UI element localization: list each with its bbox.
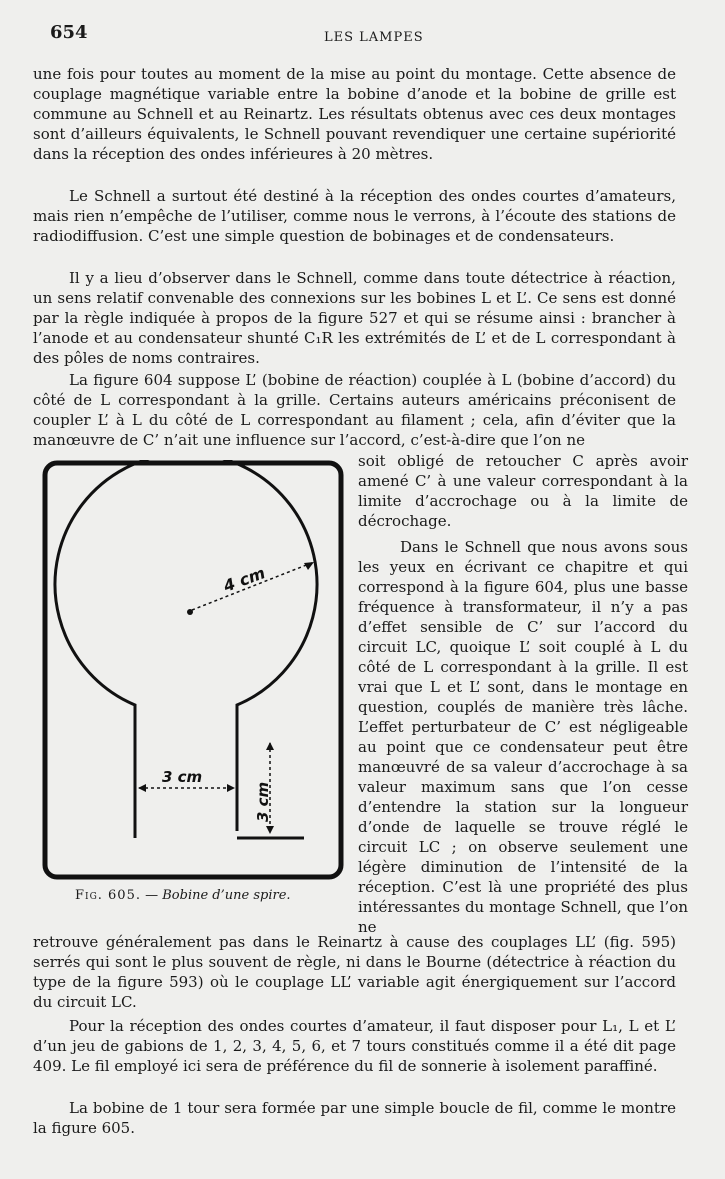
lead-label: 3 cm bbox=[254, 781, 272, 822]
page-number: 654 bbox=[50, 22, 88, 43]
paragraph-5: retrouve généralement pas dans le Reinartz à cause des couplages LL’ (fig. 595) serrés qui sont le plus souvent de règle, ni dans le Bourne (détectrice à réaction du type de la figure 593) où le couplage LL’ variable agit énergiquement sur l’accord du circuit LC. bbox=[33, 933, 676, 1011]
figure-caption-prefix: Fig. 605. bbox=[75, 888, 141, 903]
paragraph-7: La bobine de 1 tour sera formée par une simple boucle de fil, comme le montre la figure 605. bbox=[33, 1099, 676, 1137]
figure-605 bbox=[42, 460, 344, 880]
radius-label: 4 cm bbox=[220, 563, 268, 596]
running-head: LES LAMPES bbox=[324, 30, 424, 45]
paragraph-6: Pour la réception des ondes courtes d’amateur, il faut disposer pour L₁, L et L’ d’un jeu de gabions de 1, 2, 3, 4, 5, 6, et 7 tours constitués comme il a été dit page 409. Le fil employé ici sera de préférence du fil de sonnerie à isolement paraffiné. bbox=[33, 1017, 676, 1075]
lead-arrowhead-bottom bbox=[266, 826, 274, 834]
side-paragraph-2: Dans le Schnell que nous avons sous les yeux en écrivant ce chapitre et qui correspond à la figure 604, plus une basse fréquence à transformateur, il n’y a pas d’effet sensible de C’ sur l’accord du circuit LC, quoique L’ soit couplé à L du côté de L correspondant à la grille. Il est vrai que L et L’ sont, dans le montage en question, couplés de manière très lâche. L’effet perturbateur de C’ est négligeable au point que ce condensateur peut être manœuvré de sa valeur d’accrochage à sa valeur maximum sans que l’on cesse d’entendre la station sur la longueur d’onde de laquelle se trouve réglé le circuit LC ; on observe seulement une légère diminution de l’intensité de la réception. C’est là une propriété des plus intéressantes du montage Schnell, que l’on ne bbox=[358, 538, 688, 936]
lead-arrowhead-top bbox=[266, 742, 274, 750]
paragraph-4: La figure 604 suppose L’ (bobine de réaction) couplée à L (bobine d’accord) du côté de L correspondant à la grille. Certains auteurs américains préconisent de coupler L’ à L du côté de L correspondant au filament ; cela, afin d’éviter que la manœuvre de C’ n’ait une influence sur l’accord, c’est-à-dire que l’on ne bbox=[33, 371, 676, 449]
side-paragraph-1: soit obligé de retoucher C après avoir amené C’ à une valeur correspondant à la limite d’accrochage ou à la limite de décrochage. bbox=[358, 452, 688, 530]
figure-frame bbox=[45, 463, 341, 877]
paragraph-1: une fois pour toutes au moment de la mise au point du montage. Cette absence de couplage magnétique variable entre la bobine d’anode et la bobine de grille est commune au Schnell et au Reinartz. Les résultats obtenus avec ces deux montages sont d’ailleurs équivalents, le Schnell pouvant revendiquer une certaine supériorité dans la réception des ondes inférieures à 20 mètres. bbox=[33, 65, 676, 163]
paragraph-3: Il y a lieu d’observer dans le Schnell, comme dans toute détectrice à réaction, un sens relatif convenable des connexions sur les bobines L et L’. Ce sens est donné par la règle indiquée à propos de la figure 527 et qui se résume ainsi : brancher à l’anode et au condensateur shunté C₁R les extrémités de L’ et de L correspondant à des pôles de noms contraires. bbox=[33, 269, 676, 367]
figure-caption-text: — Bobine d’une spire. bbox=[140, 888, 291, 903]
figure-caption bbox=[75, 888, 291, 903]
gap-label: 3 cm bbox=[162, 768, 203, 786]
gap-arrowhead-left bbox=[138, 784, 146, 792]
paragraph-2: Le Schnell a surtout été destiné à la réception des ondes courtes d’amateurs, mais rien n’empêche de l’utiliser, comme nous le verrons, à l’écoute des stations de radiodiffusion. C’est une simple question de bobinages et de condensateurs. bbox=[33, 187, 676, 245]
gap-arrowhead-right bbox=[227, 784, 235, 792]
